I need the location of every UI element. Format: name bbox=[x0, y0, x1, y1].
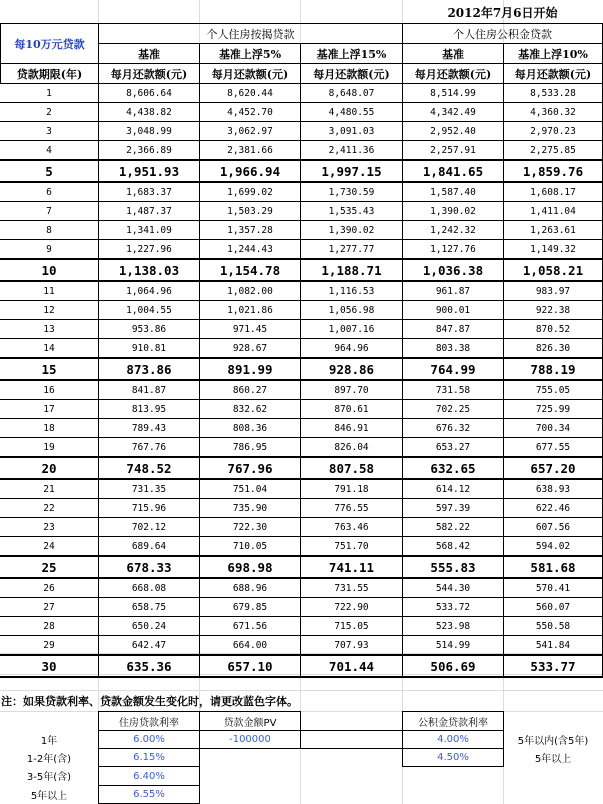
monthly-payment: 1,951.93 bbox=[98, 159, 200, 183]
loan-year: 15 bbox=[0, 357, 99, 381]
monthly-payment: 607.56 bbox=[503, 517, 603, 537]
monthly-payment: 1,149.32 bbox=[503, 239, 603, 259]
loan-year: 5 bbox=[0, 159, 99, 183]
monthly-payment: 1,411.04 bbox=[503, 201, 603, 221]
monthly-payment: 1,058.21 bbox=[503, 258, 603, 282]
monthly-payment: 870.52 bbox=[503, 319, 603, 339]
monthly-payment: 1,683.37 bbox=[98, 182, 200, 202]
housing-rate-header: 住房贷款利率 bbox=[98, 711, 200, 731]
monthly-payment: 1,535.43 bbox=[300, 201, 403, 221]
monthly-payment: 1,263.61 bbox=[503, 220, 603, 240]
monthly-payment: 678.33 bbox=[98, 555, 200, 579]
loan-year: 23 bbox=[0, 517, 99, 537]
housing-rate-input[interactable]: 6.15% bbox=[98, 748, 200, 767]
monthly-payment: 638.93 bbox=[503, 479, 603, 499]
monthly-payment: 1,699.02 bbox=[199, 182, 301, 202]
monthly-payment: 679.85 bbox=[199, 597, 301, 617]
monthly-payment: 570.41 bbox=[503, 578, 603, 598]
monthly-payment: 826.30 bbox=[503, 338, 603, 358]
monthly-payment: 8,606.64 bbox=[98, 83, 200, 103]
monthly-payment: 928.86 bbox=[300, 357, 403, 381]
monthly-payment: 2,952.40 bbox=[402, 121, 504, 141]
monthly-payment: 1,036.38 bbox=[402, 258, 504, 282]
monthly-payment: 900.01 bbox=[402, 300, 504, 320]
loan-year: 27 bbox=[0, 597, 99, 617]
monthly-payment: 8,648.07 bbox=[300, 83, 403, 103]
monthly-payment: 767.76 bbox=[98, 437, 200, 457]
housing-term: 5年以上 bbox=[30, 791, 68, 802]
monthly-payment: 568.42 bbox=[402, 536, 504, 556]
monthly-payment: 776.55 bbox=[300, 498, 403, 518]
monthly-payment: 846.91 bbox=[300, 418, 403, 438]
monthly-payment: 789.43 bbox=[98, 418, 200, 438]
monthly-payment: 1,390.02 bbox=[402, 201, 504, 221]
monthly-payment: 971.45 bbox=[199, 319, 301, 339]
monthly-payment: 2,411.36 bbox=[300, 140, 403, 160]
column-header: 基准上浮10% bbox=[503, 43, 603, 64]
monthly-payment: 544.30 bbox=[402, 578, 504, 598]
monthly-payment: 3,091.03 bbox=[300, 121, 403, 141]
housing-term: 1-2年(含) bbox=[26, 753, 72, 765]
housing-term: 3-5年(含) bbox=[26, 772, 72, 783]
monthly-payment: 1,154.78 bbox=[199, 258, 301, 282]
note-text: 注：如果贷款利率、贷款金额发生变化时，请更改蓝色字体。 bbox=[1, 694, 298, 708]
monthly-payment: 735.90 bbox=[199, 498, 301, 518]
monthly-payment: 755.05 bbox=[503, 380, 603, 400]
monthly-payment: 870.61 bbox=[300, 399, 403, 419]
monthly-payment: 1,064.96 bbox=[98, 281, 200, 301]
monthly-payment: 650.24 bbox=[98, 616, 200, 636]
monthly-payment: 1,277.77 bbox=[300, 239, 403, 259]
loan-year: 2 bbox=[0, 102, 99, 122]
monthly-payment: 594.02 bbox=[503, 536, 603, 556]
monthly-payment: 767.96 bbox=[199, 456, 301, 480]
fund-rate-input[interactable]: 4.50% bbox=[402, 748, 504, 767]
monthly-payment: 8,514.99 bbox=[402, 83, 504, 103]
loan-year: 4 bbox=[0, 140, 99, 160]
loan-year: 26 bbox=[0, 578, 99, 598]
loan-year: 7 bbox=[0, 201, 99, 221]
loan-year: 17 bbox=[0, 399, 99, 419]
monthly-payment: 581.68 bbox=[503, 555, 603, 579]
monthly-payment: 2,366.89 bbox=[98, 140, 200, 160]
monthly-payment: 2,970.23 bbox=[503, 121, 603, 141]
monthly-payment: 1,138.03 bbox=[98, 258, 200, 282]
monthly-payment: 1,341.09 bbox=[98, 220, 200, 240]
monthly-payment: 657.20 bbox=[503, 456, 603, 480]
monthly-payment: 2,275.85 bbox=[503, 140, 603, 160]
monthly-payment: 1,007.16 bbox=[300, 319, 403, 339]
fund-rate-header: 公积金贷款利率 bbox=[402, 711, 504, 731]
monthly-payment: 506.69 bbox=[402, 654, 504, 678]
monthly-payment: 514.99 bbox=[402, 635, 504, 655]
monthly-payment: 1,188.71 bbox=[300, 258, 403, 282]
monthly-payment: 841.87 bbox=[98, 380, 200, 400]
monthly-payment: 664.00 bbox=[199, 635, 301, 655]
monthly-payment: 860.27 bbox=[199, 380, 301, 400]
monthly-payment: 614.12 bbox=[402, 479, 504, 499]
monthly-payment: 677.55 bbox=[503, 437, 603, 457]
monthly-payment: 1,859.76 bbox=[503, 159, 603, 183]
monthly-payment: 533.77 bbox=[503, 654, 603, 678]
monthly-payment: 813.95 bbox=[98, 399, 200, 419]
monthly-payment: 891.99 bbox=[199, 357, 301, 381]
monthly-payment: 8,533.28 bbox=[503, 83, 603, 103]
monthly-payment: 847.87 bbox=[402, 319, 504, 339]
monthly-payment: 642.47 bbox=[98, 635, 200, 655]
monthly-payment: 832.62 bbox=[199, 399, 301, 419]
period-header: 贷款期限(年) bbox=[0, 63, 99, 84]
fund-term: 5年以内(含5年) bbox=[517, 735, 589, 747]
monthly-payment: 707.93 bbox=[300, 635, 403, 655]
monthly-payment: 1,242.32 bbox=[402, 220, 504, 240]
monthly-payment: 4,452.70 bbox=[199, 102, 301, 122]
payment-header: 每月还款额(元) bbox=[199, 63, 301, 84]
loan-year: 12 bbox=[0, 300, 99, 320]
monthly-payment: 786.95 bbox=[199, 437, 301, 457]
housing-rate-input[interactable]: 6.55% bbox=[98, 785, 200, 804]
monthly-payment: 961.87 bbox=[402, 281, 504, 301]
monthly-payment: 1,390.02 bbox=[300, 220, 403, 240]
loan-year: 21 bbox=[0, 479, 99, 499]
housing-rate-input[interactable]: 6.40% bbox=[98, 766, 200, 786]
monthly-payment: 4,480.55 bbox=[300, 102, 403, 122]
loan-year: 1 bbox=[0, 83, 99, 103]
monthly-payment: 1,116.53 bbox=[300, 281, 403, 301]
monthly-payment: 2,257.91 bbox=[402, 140, 504, 160]
loan-year: 16 bbox=[0, 380, 99, 400]
monthly-payment: 826.04 bbox=[300, 437, 403, 457]
monthly-payment: 983.97 bbox=[503, 281, 603, 301]
column-header: 基准 bbox=[98, 43, 200, 64]
monthly-payment: 3,062.97 bbox=[199, 121, 301, 141]
loan-year: 22 bbox=[0, 498, 99, 518]
amount-empty-cell bbox=[300, 730, 403, 749]
monthly-payment: 1,841.65 bbox=[402, 159, 504, 183]
monthly-payment: 4,438.82 bbox=[98, 102, 200, 122]
monthly-payment: 873.86 bbox=[98, 357, 200, 381]
amount-header: 贷款金额PV bbox=[199, 711, 301, 731]
payment-header: 每月还款额(元) bbox=[98, 63, 200, 84]
loan-year: 24 bbox=[0, 536, 99, 556]
payment-header: 每月还款额(元) bbox=[300, 63, 403, 84]
monthly-payment: 702.12 bbox=[98, 517, 200, 537]
monthly-payment: 725.99 bbox=[503, 399, 603, 419]
monthly-payment: 1,997.15 bbox=[300, 159, 403, 183]
monthly-payment: 657.10 bbox=[199, 654, 301, 678]
monthly-payment: 1,227.96 bbox=[98, 239, 200, 259]
loan-year: 25 bbox=[0, 555, 99, 579]
loan-year: 10 bbox=[0, 258, 99, 282]
group-commercial: 个人住房按揭贷款 bbox=[98, 23, 403, 44]
monthly-payment: 541.84 bbox=[503, 635, 603, 655]
loan-year: 29 bbox=[0, 635, 99, 655]
loan-amount-input[interactable]: -100000 bbox=[199, 730, 301, 749]
monthly-payment: 1,730.59 bbox=[300, 182, 403, 202]
payment-header: 每月还款额(元) bbox=[402, 63, 504, 84]
column-header: 基准上浮5% bbox=[199, 43, 301, 64]
monthly-payment: 751.70 bbox=[300, 536, 403, 556]
monthly-payment: 722.90 bbox=[300, 597, 403, 617]
monthly-payment: 731.35 bbox=[98, 479, 200, 499]
monthly-payment: 964.96 bbox=[300, 338, 403, 358]
monthly-payment: 653.27 bbox=[402, 437, 504, 457]
monthly-payment: 1,082.00 bbox=[199, 281, 301, 301]
monthly-payment: 1,487.37 bbox=[98, 201, 200, 221]
monthly-payment: 788.19 bbox=[503, 357, 603, 381]
loan-year: 13 bbox=[0, 319, 99, 339]
monthly-payment: 533.72 bbox=[402, 597, 504, 617]
monthly-payment: 722.30 bbox=[199, 517, 301, 537]
payment-header: 每月还款额(元) bbox=[503, 63, 603, 84]
monthly-payment: 671.56 bbox=[199, 616, 301, 636]
loan-year: 20 bbox=[0, 456, 99, 480]
fund-rate-input[interactable]: 4.00% bbox=[402, 730, 504, 749]
housing-rate-input[interactable]: 6.00% bbox=[98, 730, 200, 749]
monthly-payment: 622.46 bbox=[503, 498, 603, 518]
loan-year: 28 bbox=[0, 616, 99, 636]
monthly-payment: 763.46 bbox=[300, 517, 403, 537]
monthly-payment: 748.52 bbox=[98, 456, 200, 480]
monthly-payment: 701.44 bbox=[300, 654, 403, 678]
monthly-payment: 1,608.17 bbox=[503, 182, 603, 202]
loan-year: 19 bbox=[0, 437, 99, 457]
monthly-payment: 689.64 bbox=[98, 536, 200, 556]
monthly-payment: 807.58 bbox=[300, 456, 403, 480]
monthly-payment: 700.34 bbox=[503, 418, 603, 438]
monthly-payment: 953.86 bbox=[98, 319, 200, 339]
group-provident: 个人住房公积金贷款 bbox=[402, 23, 603, 44]
loan-year: 9 bbox=[0, 239, 99, 259]
monthly-payment: 582.22 bbox=[402, 517, 504, 537]
monthly-payment: 803.38 bbox=[402, 338, 504, 358]
monthly-payment: 922.38 bbox=[503, 300, 603, 320]
monthly-payment: 555.83 bbox=[402, 555, 504, 579]
loan-year: 3 bbox=[0, 121, 99, 141]
monthly-payment: 597.39 bbox=[402, 498, 504, 518]
monthly-payment: 2,381.66 bbox=[199, 140, 301, 160]
loan-year: 30 bbox=[0, 654, 99, 678]
monthly-payment: 1,503.29 bbox=[199, 201, 301, 221]
monthly-payment: 632.65 bbox=[402, 456, 504, 480]
monthly-payment: 808.36 bbox=[199, 418, 301, 438]
monthly-payment: 1,127.76 bbox=[402, 239, 504, 259]
housing-term: 1年 bbox=[40, 735, 58, 747]
monthly-payment: 4,342.49 bbox=[402, 102, 504, 122]
monthly-payment: 4,360.32 bbox=[503, 102, 603, 122]
monthly-payment: 715.96 bbox=[98, 498, 200, 518]
monthly-payment: 635.36 bbox=[98, 654, 200, 678]
loan-year: 14 bbox=[0, 338, 99, 358]
monthly-payment: 897.70 bbox=[300, 380, 403, 400]
monthly-payment: 658.75 bbox=[98, 597, 200, 617]
monthly-payment: 731.55 bbox=[300, 578, 403, 598]
date-title: 2012年7月6日开始 bbox=[447, 6, 558, 20]
fund-term: 5年以上 bbox=[534, 753, 572, 765]
monthly-payment: 702.25 bbox=[402, 399, 504, 419]
monthly-payment: 1,004.55 bbox=[98, 300, 200, 320]
monthly-payment: 710.05 bbox=[199, 536, 301, 556]
monthly-payment: 688.96 bbox=[199, 578, 301, 598]
monthly-payment: 764.99 bbox=[402, 357, 504, 381]
monthly-payment: 1,056.98 bbox=[300, 300, 403, 320]
loan-year: 11 bbox=[0, 281, 99, 301]
loan-year: 6 bbox=[0, 182, 99, 202]
monthly-payment: 676.32 bbox=[402, 418, 504, 438]
monthly-payment: 3,048.99 bbox=[98, 121, 200, 141]
monthly-payment: 731.58 bbox=[402, 380, 504, 400]
monthly-payment: 715.05 bbox=[300, 616, 403, 636]
monthly-payment: 1,021.86 bbox=[199, 300, 301, 320]
monthly-payment: 550.58 bbox=[503, 616, 603, 636]
monthly-payment: 1,587.40 bbox=[402, 182, 504, 202]
monthly-payment: 1,244.43 bbox=[199, 239, 301, 259]
monthly-payment: 698.98 bbox=[199, 555, 301, 579]
monthly-payment: 928.67 bbox=[199, 338, 301, 358]
monthly-payment: 1,357.28 bbox=[199, 220, 301, 240]
loan-year: 8 bbox=[0, 220, 99, 240]
column-header: 基准上浮15% bbox=[300, 43, 403, 64]
monthly-payment: 560.07 bbox=[503, 597, 603, 617]
monthly-payment: 791.18 bbox=[300, 479, 403, 499]
monthly-payment: 8,620.44 bbox=[199, 83, 301, 103]
monthly-payment: 910.81 bbox=[98, 338, 200, 358]
monthly-payment: 1,966.94 bbox=[199, 159, 301, 183]
monthly-payment: 741.11 bbox=[300, 555, 403, 579]
monthly-payment: 751.04 bbox=[199, 479, 301, 499]
loan-year: 18 bbox=[0, 418, 99, 438]
unit-label: 每10万元贷款 bbox=[0, 23, 99, 64]
monthly-payment: 523.98 bbox=[402, 616, 504, 636]
monthly-payment: 668.08 bbox=[98, 578, 200, 598]
column-header: 基准 bbox=[402, 43, 504, 64]
